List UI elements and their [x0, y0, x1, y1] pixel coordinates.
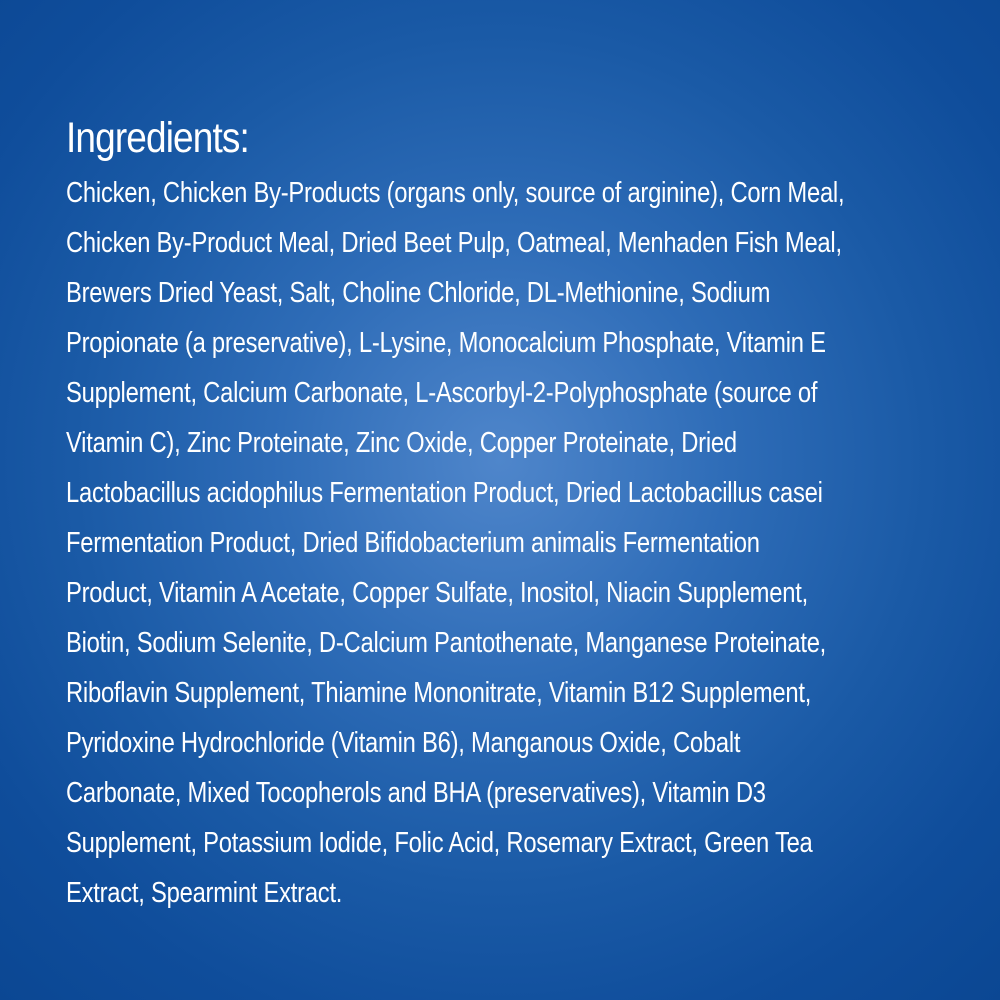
ingredient-line: Riboflavin Supplement, Thiamine Mononitrate, Vitamin B12 Supplement,	[66, 677, 812, 709]
ingredient-line: Supplement, Potassium Iodide, Folic Acid, Rosemary Extract, Green Tea	[66, 827, 813, 859]
ingredient-line: Chicken, Chicken By-Products (organs only, source of arginine), Corn Meal,	[66, 177, 845, 209]
ingredients-panel	[66, 108, 926, 918]
ingredients-list	[66, 168, 926, 918]
ingredient-line: Vitamin C), Zinc Proteinate, Zinc Oxide, Copper Proteinate, Dried	[66, 427, 737, 459]
ingredient-line: Fermentation Product, Dried Bifidobacterium animalis Fermentation	[66, 527, 760, 559]
ingredient-line: Pyridoxine Hydrochloride (Vitamin B6), Manganous Oxide, Cobalt	[66, 727, 741, 759]
ingredient-line: Propionate (a preservative), L-Lysine, Monocalcium Phosphate, Vitamin E	[66, 327, 826, 359]
ingredient-line: Biotin, Sodium Selenite, D-Calcium Pantothenate, Manganese Proteinate,	[66, 627, 827, 659]
ingredient-line: Product, Vitamin A Acetate, Copper Sulfate, Inositol, Niacin Supplement,	[66, 577, 808, 609]
ingredient-line: Lactobacillus acidophilus Fermentation Product, Dried Lactobacillus casei	[66, 477, 823, 509]
ingredient-line: Carbonate, Mixed Tocopherols and BHA (preservatives), Vitamin D3	[66, 777, 766, 809]
ingredient-line: Brewers Dried Yeast, Salt, Choline Chloride, DL-Methionine, Sodium	[66, 277, 771, 309]
ingredients-heading: Ingredients:	[66, 114, 249, 162]
ingredient-line: Chicken By-Product Meal, Dried Beet Pulp, Oatmeal, Menhaden Fish Meal,	[66, 227, 842, 259]
ingredient-line: Extract, Spearmint Extract.	[66, 877, 343, 909]
ingredient-line: Supplement, Calcium Carbonate, L-Ascorbyl-2-Polyphosphate (source of	[66, 377, 818, 409]
